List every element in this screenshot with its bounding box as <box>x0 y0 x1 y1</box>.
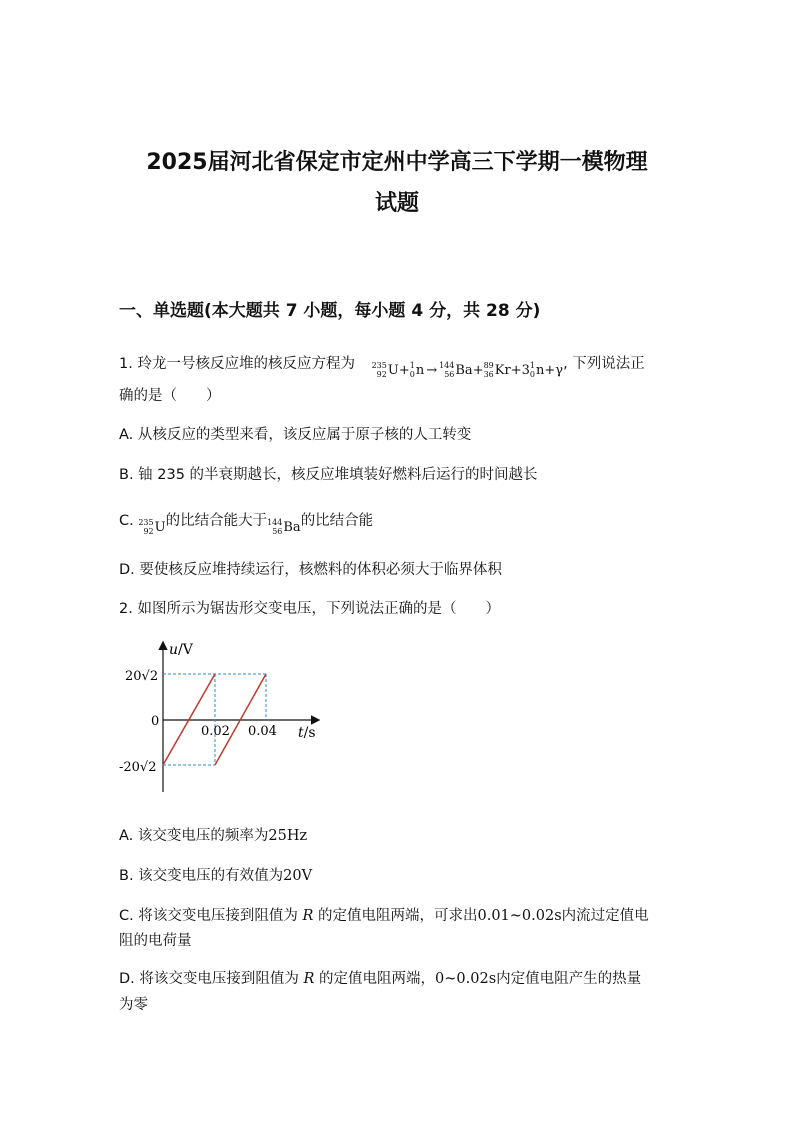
q2-option-c-line2: 阻的电荷量 <box>119 933 192 949</box>
q2-option-d-interval: 0~0.02s <box>435 971 497 987</box>
q2-option-b-text: B. 该交变电压的有效值为 <box>119 868 284 884</box>
q1-option-c-suffix: 的比结合能 <box>300 513 374 529</box>
c-ba-charge: 56 <box>272 527 283 536</box>
q1-stem-line2: 确的是（ ） <box>119 388 221 404</box>
q1-option-b: B. 铀 235 的半衰期越长，核反应堆填装好燃料后运行的时间越长 <box>119 467 538 483</box>
n2-symbol: n <box>536 362 545 378</box>
ba-charge: 56 <box>444 370 455 379</box>
c-ba-mass: 144 <box>267 518 283 527</box>
resistance-symbol: R <box>302 908 314 924</box>
c-ba-symbol: Ba <box>283 519 301 535</box>
q2-option-d-line1: D. 将该交变电压接到阻值为 R 的定值电阻两端，0~0.02s内定值电阻产生的热量 <box>119 971 642 987</box>
sawtooth-voltage-graph <box>115 640 335 795</box>
c-u235-mass: 235 <box>138 518 154 527</box>
n2-mass: 1 <box>529 361 535 370</box>
ba-mass: 144 <box>439 361 455 370</box>
q1-option-d: D. 要使核反应堆持续运行，核燃料的体积必须大于临界体积 <box>119 562 502 578</box>
kr-mass: 89 <box>483 361 494 370</box>
c-u235-charge: 92 <box>143 527 154 536</box>
q1-stem-line1 <box>119 352 645 379</box>
q1-option-c-prefix: C. <box>119 513 139 529</box>
x-tick-002: 0.02 <box>201 724 230 739</box>
q1-equation: 235 92 U + 1 0 n → 144 56 Ba + 89 36 Kr + 3 1 0 n + γ <box>371 361 564 379</box>
gamma-symbol: γ <box>555 362 564 378</box>
y-tick-top: 20√2 <box>125 669 159 684</box>
q2-option-b <box>119 864 312 885</box>
q2-stem: 2. 如图所示为锯齿形交变电压，下列说法正确的是（ ） <box>119 601 500 617</box>
u-symbol: U <box>387 362 399 378</box>
q2-option-a-value: 25Hz <box>268 828 308 844</box>
u235-mass: 235 <box>371 361 387 370</box>
q1-stem-suffix: , 下列说法正 <box>563 356 645 372</box>
x-axis-label: t/s <box>298 725 316 741</box>
n2-charge: 0 <box>529 370 535 379</box>
y-tick-zero: 0 <box>151 714 160 729</box>
ba-symbol: Ba <box>455 362 473 378</box>
q2-option-c-line1: C. 将该交变电压接到阻值为 R 的定值电阻两端，可求出0.01~0.02s内流过定值电 <box>119 908 649 924</box>
resistance-symbol: R <box>303 971 315 987</box>
y-tick-bottom: -20√2 <box>119 760 157 775</box>
neutron-coefficient: 3 <box>521 362 530 378</box>
n-symbol: n <box>415 362 425 378</box>
q1-option-c <box>119 509 373 536</box>
section-heading: 一、单选题(本大题共 7 小题，每小题 4 分，共 28 分) <box>119 301 541 321</box>
n-charge: 0 <box>409 370 415 379</box>
q1-option-a: A. 从核反应的类型来看，该反应属于原子核的人工转变 <box>119 427 472 443</box>
y-axis-label: u/V <box>169 642 193 658</box>
q1-option-c-mid: 的比结合能大于 <box>165 513 268 529</box>
u235-charge: 92 <box>376 370 387 379</box>
q2-option-b-value: 20V <box>283 868 313 884</box>
q1-stem-prefix: 1. 玲龙一号核反应堆的核反应方程为 <box>119 356 355 372</box>
kr-charge: 36 <box>483 370 494 379</box>
page-title-line1: 2025届河北省保定市定州中学高三下学期一模物理 <box>146 150 648 175</box>
q2-option-d-line2: 为零 <box>119 997 148 1013</box>
reaction-arrow: → <box>426 362 438 378</box>
n-mass: 1 <box>409 361 415 370</box>
q2-option-a <box>119 824 307 845</box>
q2-option-c-interval: 0.01~0.02s <box>477 908 562 924</box>
x-tick-004: 0.04 <box>248 724 277 739</box>
c-u-symbol: U <box>154 519 166 535</box>
q2-option-a-text: A. 该交变电压的频率为 <box>119 828 269 844</box>
page-title-line2: 试题 <box>374 191 419 216</box>
kr-symbol: Kr <box>494 362 511 378</box>
